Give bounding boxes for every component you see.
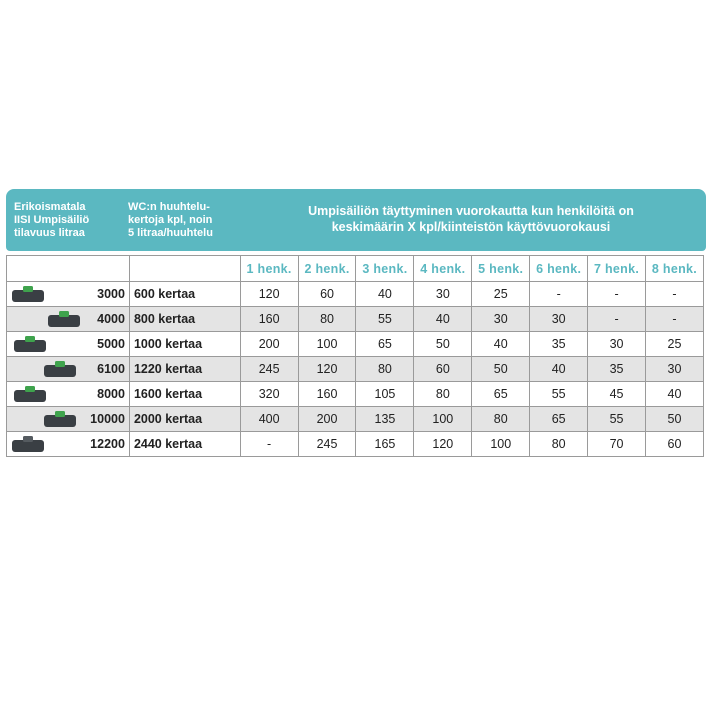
flushes-cell: 1000 kertaa <box>129 332 240 357</box>
days-cell: 200 <box>240 332 298 357</box>
days-cell: 30 <box>530 307 588 332</box>
days-cell: 65 <box>356 332 414 357</box>
days-cell: 50 <box>472 357 530 382</box>
volume-cell <box>7 432 130 457</box>
volume-value: 12200 <box>90 437 125 451</box>
table-header-band <box>6 189 706 251</box>
days-cell: 65 <box>530 407 588 432</box>
days-cell: 30 <box>646 357 704 382</box>
days-cell: 160 <box>298 382 356 407</box>
days-cell: 100 <box>472 432 530 457</box>
days-cell: 60 <box>414 357 472 382</box>
days-cell: 100 <box>298 332 356 357</box>
table-row <box>7 407 704 432</box>
days-cell: 35 <box>530 332 588 357</box>
table-row <box>7 307 704 332</box>
table-row <box>7 332 704 357</box>
people-header-row <box>7 256 704 282</box>
days-cell: 120 <box>240 282 298 307</box>
header-flushes-line: WC:n huuhtelu- <box>128 201 210 213</box>
volume-cell <box>7 357 130 382</box>
days-cell: 30 <box>414 282 472 307</box>
septic-tank-icon <box>13 335 47 353</box>
flushes-cell: 800 kertaa <box>129 307 240 332</box>
days-cell: 160 <box>240 307 298 332</box>
days-cell: 120 <box>298 357 356 382</box>
days-cell: 40 <box>356 282 414 307</box>
volume-value: 4000 <box>97 312 125 326</box>
people-header: 8 henk. <box>646 256 704 282</box>
septic-tank-icon <box>47 310 81 328</box>
days-cell: 245 <box>298 432 356 457</box>
septic-tank-icon <box>13 385 47 403</box>
septic-tank-table <box>6 189 706 457</box>
days-cell: 40 <box>472 332 530 357</box>
septic-tank-icon <box>11 285 45 303</box>
days-cell: 50 <box>646 407 704 432</box>
days-cell: 55 <box>588 407 646 432</box>
days-cell: 400 <box>240 407 298 432</box>
days-cell: - <box>240 432 298 457</box>
days-cell: 25 <box>472 282 530 307</box>
days-cell: - <box>588 282 646 307</box>
days-cell: 50 <box>414 332 472 357</box>
people-header: 7 henk. <box>588 256 646 282</box>
people-header: 3 henk. <box>356 256 414 282</box>
days-cell: 80 <box>356 357 414 382</box>
days-cell: 80 <box>298 307 356 332</box>
days-cell: 45 <box>588 382 646 407</box>
header-fill-days <box>236 189 706 251</box>
days-cell: 40 <box>414 307 472 332</box>
days-cell: 30 <box>472 307 530 332</box>
days-cell: 245 <box>240 357 298 382</box>
days-cell: 80 <box>414 382 472 407</box>
septic-tank-icon <box>43 410 77 428</box>
blank-cell <box>7 256 130 282</box>
flushes-cell: 600 kertaa <box>129 282 240 307</box>
flushes-cell: 1220 kertaa <box>129 357 240 382</box>
header-volume <box>6 189 124 251</box>
volume-value: 6100 <box>97 362 125 376</box>
days-cell: 200 <box>298 407 356 432</box>
days-cell: 165 <box>356 432 414 457</box>
volume-cell <box>7 332 130 357</box>
septic-tank-icon <box>11 435 45 453</box>
volume-cell <box>7 382 130 407</box>
days-cell: - <box>646 282 704 307</box>
people-header: 4 henk. <box>414 256 472 282</box>
days-cell: 35 <box>588 357 646 382</box>
header-volume-line: IISI Umpisäiliö <box>14 214 90 226</box>
volume-value: 3000 <box>97 287 125 301</box>
header-volume-line: tilavuus litraa <box>14 227 85 239</box>
table-row <box>7 357 704 382</box>
days-cell: 320 <box>240 382 298 407</box>
flushes-cell: 2440 kertaa <box>129 432 240 457</box>
volume-cell <box>7 282 130 307</box>
days-cell: 55 <box>356 307 414 332</box>
blank-cell <box>129 256 240 282</box>
flushes-cell: 2000 kertaa <box>129 407 240 432</box>
days-cell: 55 <box>530 382 588 407</box>
days-cell: 40 <box>530 357 588 382</box>
volume-value: 8000 <box>97 387 125 401</box>
days-cell: - <box>646 307 704 332</box>
septic-tank-icon <box>43 360 77 378</box>
volume-cell <box>7 307 130 332</box>
volume-value: 5000 <box>97 337 125 351</box>
header-fill-days-line: keskimäärin X kpl/kiinteistön käyttövuorokausi <box>331 220 611 234</box>
days-cell: 120 <box>414 432 472 457</box>
people-header: 5 henk. <box>472 256 530 282</box>
days-cell: 60 <box>298 282 356 307</box>
days-cell: 25 <box>646 332 704 357</box>
days-cell: 30 <box>588 332 646 357</box>
days-cell: - <box>530 282 588 307</box>
days-cell: 105 <box>356 382 414 407</box>
header-fill-days-line: Umpisäiliön täyttyminen vuorokautta kun henkilöitä on <box>308 204 634 218</box>
table-row <box>7 282 704 307</box>
days-cell: 135 <box>356 407 414 432</box>
people-header: 2 henk. <box>298 256 356 282</box>
data-table <box>6 255 704 457</box>
days-cell: 65 <box>472 382 530 407</box>
days-cell: 80 <box>472 407 530 432</box>
days-cell: 80 <box>530 432 588 457</box>
days-cell: 70 <box>588 432 646 457</box>
days-cell: 40 <box>646 382 704 407</box>
days-cell: 60 <box>646 432 704 457</box>
people-header: 1 henk. <box>240 256 298 282</box>
table-row <box>7 432 704 457</box>
volume-cell <box>7 407 130 432</box>
header-flushes-line: kertoja kpl, noin <box>128 214 213 226</box>
days-cell: 100 <box>414 407 472 432</box>
header-flushes-line: 5 litraa/huuhtelu <box>128 227 213 239</box>
days-cell: - <box>588 307 646 332</box>
people-header: 6 henk. <box>530 256 588 282</box>
table-row <box>7 382 704 407</box>
volume-value: 10000 <box>90 412 125 426</box>
flushes-cell: 1600 kertaa <box>129 382 240 407</box>
header-volume-line: Erikoismatala <box>14 201 86 213</box>
header-flushes <box>124 189 236 251</box>
